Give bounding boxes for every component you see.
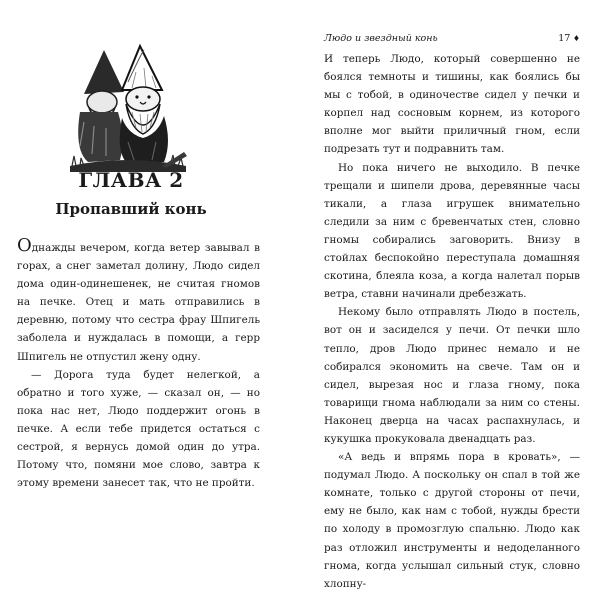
- running-head: Людо и звездный конь: [324, 33, 438, 44]
- paragraph: Некому было отправлять Людо в постель, вот он и засиделся у печи. От печки шло тепло, дров Людо принес немало и не собирался экономить на свече. Там он и сидел, вырезая нос и глаза гному, пока товарищи гнома наблюдали за ним со стены. Наконец дверца на часах распахнулась, и кукушка прокуковала двенадцать раз.: [324, 306, 580, 445]
- drop-cap: О: [17, 235, 32, 256]
- right-page-body: [324, 50, 580, 593]
- paragraph: И теперь Людо, который совершенно не боялся темноты и тишины, как боялись бы мы с тобой, в одиночестве сидел у печки и корпел над сосновым корнем, из которого вполне мог выйти приличный гном, если подрезать тут и подравнить там.: [324, 53, 580, 156]
- chapter-label: ГЛАВА 2: [78, 168, 184, 192]
- opening-paragraph: [17, 235, 260, 366]
- left-gnome-face: [87, 91, 117, 113]
- gnomes-illustration: [66, 42, 190, 174]
- paragraph: «А ведь и впрямь пора в кровать», — подумал Людо. А поскольку он спал в той же комнате, только с другой стороны от печи, ему не было, как нам с тобой, нужды брести по холоду в промозглую спальню. Людо как раз отложил инструменты и недоделанного гнома, когда услышал сильный стук, словно хлопну-: [324, 451, 580, 590]
- paragraph: Но пока ничего не выходило. В печке трещали и шипели дрова, деревянные часы тикали, а глаза игрушек внимательно следили за ним с бревенчатых стен, словно гномы собирались заговорить. Внизу в стойлах беспокойно переступала домашняя скотина, блеяла коза, а когда налетал порыв ветра, ставни начинали дребезжать.: [324, 161, 580, 301]
- left-page-body: [17, 235, 260, 492]
- left-gnome-body: [78, 112, 122, 162]
- right-page: [300, 0, 600, 590]
- paragraph-text: днажды вечером, когда ветер завывал в горах, а снег заметал долину, Людо сидел дома один-одинешенек, не считая гномов на печке. Отец и мать отправились в деревню, потому что сестра фрау Шпигель заболела и нуждалась в помощи, а герр Шпигель не отпустил жену одну.: [17, 242, 260, 363]
- right-gnome-face: [126, 87, 160, 111]
- page-number: 17 ♦: [558, 33, 580, 44]
- left-gnome-hat: [84, 50, 124, 94]
- right-gnome-body: [120, 116, 168, 162]
- paragraph: — Дорога туда будет нелегкой, а обратно и того хуже, — сказал он, — но пока нас нет, Людо поддержит огонь в печке. А если тебе придется остаться с сестрой, я вернусь домой один до утра. Потому что, помяни мое слово, завтра к этому времени занесет так, что не пройти.: [17, 368, 260, 490]
- chapter-title: Пропавший конь: [55, 200, 207, 218]
- left-page: [0, 0, 300, 490]
